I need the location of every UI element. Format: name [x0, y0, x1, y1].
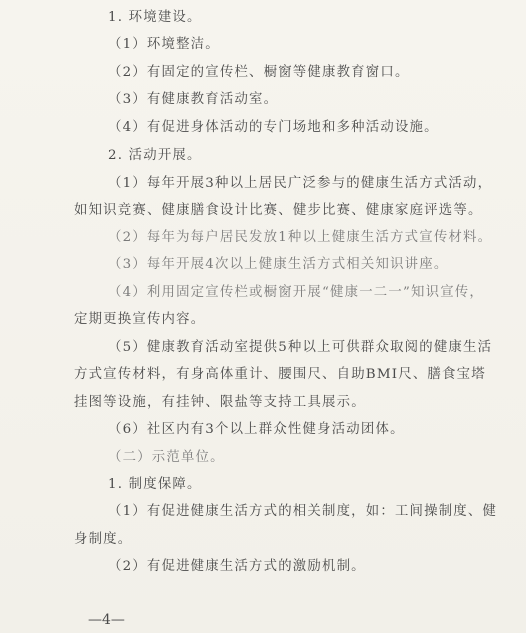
text-line: （5）健康教育活动室提供5种以上可供群众取阅的健康生活: [108, 340, 493, 355]
text-line: （二）示范单位。: [108, 450, 225, 465]
text-line: （6）社区内有3个以上群众性健身活动团体。: [108, 422, 405, 437]
text-line: 2. 活动开展。: [108, 148, 202, 163]
page-number: —4—: [88, 612, 125, 628]
text-line: （4）有促进身体活动的专门场地和多种活动设施。: [108, 120, 439, 135]
text-line: 1. 制度保障。: [108, 477, 202, 492]
text-line: （1）每年开展3种以上居民广泛参与的健康生活方式活动，: [108, 176, 493, 191]
text-line: 1. 环境建设。: [108, 10, 202, 25]
text-line: （1）环境整洁。: [108, 37, 220, 52]
text-line: （4）利用固定宣传栏或橱窗开展“健康一二一”知识宣传，: [108, 285, 484, 300]
text-line: （2）有促进健康生活方式的激励机制。: [108, 559, 366, 574]
text-line: （2）每年为每户居民发放1种以上健康生活方式宣传材料。: [108, 230, 493, 245]
text-line: 挂图等设施，有挂钟、限盐等支持工具展示。: [74, 395, 366, 410]
text-line: 身制度。: [74, 532, 133, 547]
text-line: 方式宣传材料，有身高体重计、腰围尺、自助BMI尺、膳食宝塔: [74, 367, 486, 382]
text-line: （3）每年开展4次以上健康生活方式相关知识讲座。: [108, 257, 449, 272]
text-line: 定期更换宣传内容。: [74, 312, 206, 327]
text-line: （3）有健康教育活动室。: [108, 92, 279, 107]
text-line: 如知识竞赛、健康膳食设计比赛、健步比赛、健康家庭评选等。: [74, 203, 483, 218]
text-line: （1）有促进健康生活方式的相关制度，如：工间操制度、健: [108, 504, 498, 519]
text-line: （2）有固定的宣传栏、橱窗等健康教育窗口。: [108, 65, 410, 80]
